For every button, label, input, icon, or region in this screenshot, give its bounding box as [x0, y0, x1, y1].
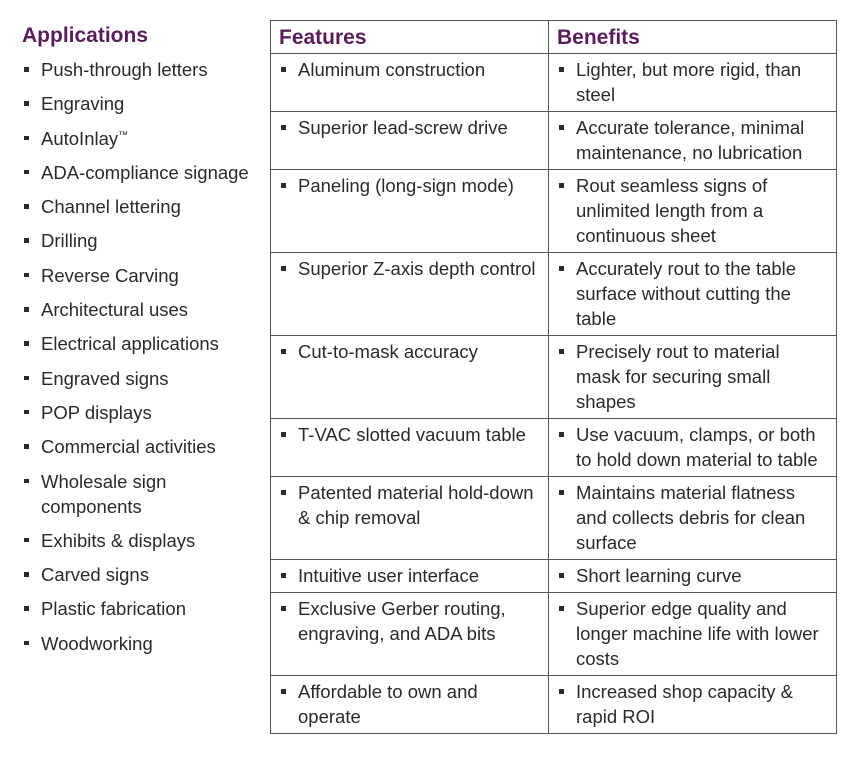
feature-cell: Superior lead-screw drive: [271, 112, 549, 170]
list-item: ADA-compliance signage: [22, 160, 262, 185]
table-row: [271, 676, 837, 734]
benefit-cell: Increased shop capacity & rapid ROI: [549, 676, 837, 734]
benefits-header: Benefits: [549, 21, 837, 54]
applications-section: [22, 22, 262, 665]
features-header: Features: [271, 21, 549, 54]
table-row: [271, 336, 837, 419]
table-row: [271, 170, 837, 253]
applications-list: [22, 57, 262, 656]
list-item: Architectural uses: [22, 297, 262, 322]
table-header-row: [271, 21, 837, 54]
table-row: [271, 253, 837, 336]
table-row: [271, 593, 837, 676]
list-item: Exhibits & displays: [22, 528, 262, 553]
feature-cell: Paneling (long-sign mode): [271, 170, 549, 253]
feature-cell: Cut-to-mask accuracy: [271, 336, 549, 419]
list-item: Engraved signs: [22, 366, 262, 391]
list-item: POP displays: [22, 400, 262, 425]
table-row: [271, 112, 837, 170]
list-item: Channel lettering: [22, 194, 262, 219]
feature-cell: Intuitive user interface: [271, 560, 549, 593]
benefit-cell: Use vacuum, clamps, or both to hold down material to table: [549, 419, 837, 477]
list-item: Wholesale sign components: [22, 469, 262, 519]
features-benefits-table: [270, 20, 837, 734]
list-item: Woodworking: [22, 631, 262, 656]
table-row: [271, 560, 837, 593]
list-item: Commercial activities: [22, 434, 262, 459]
feature-cell: Patented material hold-down & chip removal: [271, 477, 549, 560]
feature-cell: Affordable to own and operate: [271, 676, 549, 734]
trademark-mark: ™: [118, 129, 129, 141]
benefit-cell: Rout seamless signs of unlimited length from a continuous sheet: [549, 170, 837, 253]
list-item: Drilling: [22, 228, 262, 253]
benefit-cell: Lighter, but more rigid, than steel: [549, 54, 837, 112]
feature-cell: Aluminum construction: [271, 54, 549, 112]
list-item: Electrical applications: [22, 331, 262, 356]
table-row: [271, 477, 837, 560]
table-row: [271, 419, 837, 477]
list-item: Reverse Carving: [22, 263, 262, 288]
list-item: Push-through letters: [22, 57, 262, 82]
list-item: AutoInlay™: [22, 126, 262, 151]
feature-cell: Superior Z-axis depth control: [271, 253, 549, 336]
benefit-cell: Superior edge quality and longer machine life with lower costs: [549, 593, 837, 676]
benefit-cell: Short learning curve: [549, 560, 837, 593]
applications-heading: Applications: [22, 24, 149, 47]
table-row: [271, 54, 837, 112]
benefit-cell: Accurate tolerance, minimal maintenance, no lubrication: [549, 112, 837, 170]
benefit-cell: Maintains material flatness and collects debris for clean surface: [549, 477, 837, 560]
list-item: Carved signs: [22, 562, 262, 587]
benefit-cell: Precisely rout to material mask for securing small shapes: [549, 336, 837, 419]
list-item: Plastic fabrication: [22, 596, 262, 621]
feature-cell: Exclusive Gerber routing, engraving, and ADA bits: [271, 593, 549, 676]
feature-cell: T-VAC slotted vacuum table: [271, 419, 549, 477]
benefit-cell: Accurately rout to the table surface without cutting the table: [549, 253, 837, 336]
list-item: Engraving: [22, 91, 262, 116]
